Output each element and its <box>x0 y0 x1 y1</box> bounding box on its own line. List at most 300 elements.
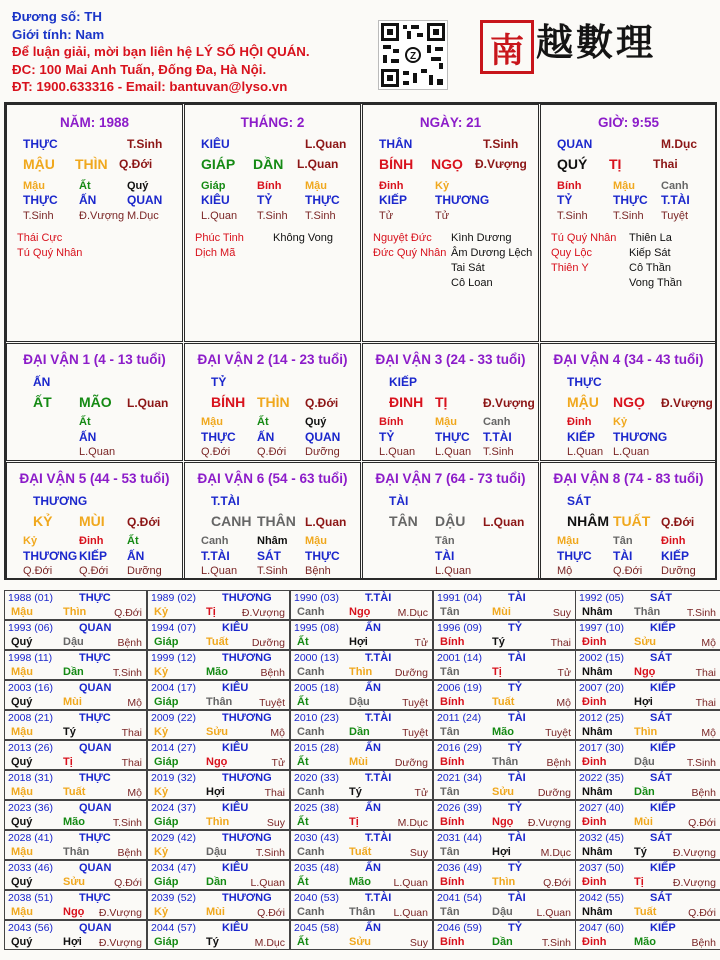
year-label: 2038 (51) <box>8 892 53 904</box>
year-stage: T.Sinh <box>112 817 142 829</box>
year-branch: Thìn <box>349 666 373 678</box>
year-stage: Suy <box>409 937 428 949</box>
pillar-branch: NGỌ <box>431 156 463 172</box>
year-cell[interactable] <box>575 740 720 770</box>
luck-hidden-stem: Kỷ <box>23 535 38 547</box>
year-branch: Thân <box>349 906 376 918</box>
year-god: KIẾP <box>650 622 676 634</box>
hidden-stage: T.Sinh <box>23 210 54 222</box>
year-cell[interactable] <box>4 650 147 680</box>
pillar-branch: DẦN <box>253 156 284 172</box>
year-stage: Bệnh <box>691 937 716 949</box>
year-stem: Ất <box>297 936 309 948</box>
year-cell[interactable] <box>433 830 576 860</box>
year-cell[interactable] <box>290 800 433 830</box>
pillar-stem-god: KIÊU <box>201 137 230 151</box>
year-stage: Thai <box>121 757 142 769</box>
year-stem: Canh <box>297 906 325 918</box>
year-label: 1992 (05) <box>579 592 624 604</box>
year-stage: Dưỡng <box>394 667 428 679</box>
year-god: KIẾP <box>650 802 676 814</box>
year-branch: Thân <box>206 696 233 708</box>
luck-hidden-god: KIẾP <box>567 430 596 444</box>
luck-pillar-1 <box>6 343 183 461</box>
year-branch: Tị <box>206 606 216 618</box>
year-label: 2018 (31) <box>8 772 53 784</box>
year-stage: Suy <box>409 847 428 859</box>
year-cell[interactable] <box>575 770 720 800</box>
year-stem: Canh <box>297 786 325 798</box>
luck-stem: MẬU <box>567 394 599 410</box>
year-stage: Q.Đới <box>688 817 716 829</box>
luck-hidden-stage: Dưỡng <box>661 565 696 577</box>
year-cell[interactable] <box>433 860 576 890</box>
pillar-branch-stage: Thai <box>653 157 678 171</box>
year-stem: Giáp <box>154 816 179 828</box>
luck-stage: L.Quan <box>483 515 525 529</box>
luck-title: ĐẠI VẬN 5 (44 - 53 tuổi) <box>19 471 170 486</box>
year-label: 1996 (09) <box>437 622 482 634</box>
year-stage: Suy <box>266 817 285 829</box>
year-stem: Ất <box>297 876 309 888</box>
year-branch: Thân <box>492 756 519 768</box>
year-stem: Nhâm <box>582 726 613 738</box>
luck-stem: ẤT <box>33 394 52 410</box>
year-stage: Tuyệt <box>259 697 285 709</box>
year-stage: Q.Đới <box>114 877 142 889</box>
year-label: 2005 (18) <box>294 682 339 694</box>
year-stage: T.Sinh <box>255 847 285 859</box>
year-god: KIẾP <box>650 742 676 754</box>
year-label: 2029 (42) <box>151 832 196 844</box>
year-god: TÀI <box>508 892 526 904</box>
year-god: SÁT <box>650 712 672 724</box>
year-branch: Dậu <box>634 756 655 768</box>
hidden-god: KIÊU <box>201 193 230 207</box>
year-branch: Tý <box>634 846 647 858</box>
luck-hidden-stage: L.Quan <box>435 446 472 458</box>
brand-logo: 越數理 <box>536 20 656 64</box>
year-cell[interactable] <box>147 800 290 830</box>
luck-hidden-stem: Đinh <box>661 535 686 547</box>
year-stage: Thai <box>121 727 142 739</box>
year-branch: Thân <box>634 606 661 618</box>
year-label: 1991 (04) <box>437 592 482 604</box>
luck-stage: Đ.Vượng <box>483 396 535 410</box>
year-cell[interactable] <box>290 710 433 740</box>
year-branch: Hợi <box>206 786 225 798</box>
luck-title: ĐẠI VẬN 8 (74 - 83 tuổi) <box>553 471 704 486</box>
year-stem: Giáp <box>154 876 179 888</box>
pillar-stem-god: QUAN <box>557 137 593 151</box>
luck-hidden-god: THƯƠNG <box>613 430 668 444</box>
year-cell[interactable] <box>4 620 147 650</box>
luck-hidden-stem: Canh <box>483 416 511 428</box>
year-stem: Nhâm <box>582 906 613 918</box>
year-stage: Đ.Vượng <box>98 937 142 949</box>
year-stem: Kỷ <box>154 606 169 618</box>
year-stage: Q.Đới <box>257 907 285 919</box>
year-cell[interactable] <box>433 740 576 770</box>
year-stem: Canh <box>297 666 325 678</box>
year-cell[interactable] <box>290 650 433 680</box>
luck-hidden-stage: Q.Đới <box>201 446 231 458</box>
star-left: Tú Quý Nhân <box>17 247 83 259</box>
gioi-tinh: Giới tính: Nam <box>12 26 105 42</box>
year-cell[interactable] <box>4 590 147 620</box>
year-cell[interactable] <box>433 920 576 950</box>
luck-hidden-god: THƯƠNG <box>23 549 78 563</box>
year-god: KIÊU <box>222 682 249 694</box>
luck-hidden-stem: Tân <box>613 535 633 547</box>
year-cell[interactable] <box>147 920 290 950</box>
year-stem: Tân <box>440 726 460 738</box>
year-stem: Đinh <box>582 696 607 708</box>
year-branch: Tị <box>63 756 73 768</box>
hidden-stem: Canh <box>661 180 689 192</box>
pillar-box-2 <box>184 104 361 342</box>
year-stage: Q.Đới <box>543 877 571 889</box>
year-cell[interactable] <box>575 860 720 890</box>
year-branch: Mão <box>634 936 656 948</box>
year-stage: Đ.Vượng <box>527 817 571 829</box>
year-god: TÀI <box>508 592 526 604</box>
year-label: 2045 (58) <box>294 922 339 934</box>
year-branch: Ngọ <box>349 606 371 618</box>
year-stage: Mộ <box>127 697 142 709</box>
luck-hidden-stage: L.Quan <box>435 565 472 577</box>
year-stem: Kỷ <box>154 726 169 738</box>
luck-hidden-god: ẤN <box>257 430 275 444</box>
year-cell[interactable] <box>147 650 290 680</box>
year-stage: M.Dục <box>254 937 285 949</box>
year-branch: Sửu <box>634 636 657 648</box>
luck-stem: NHÂM <box>567 513 609 529</box>
year-cell[interactable] <box>433 710 576 740</box>
year-god: TỶ <box>508 622 523 634</box>
year-cell[interactable] <box>4 920 147 950</box>
pillar-stem-stage: L.Quan <box>305 137 347 151</box>
pillar-stem-stage: T.Sinh <box>127 137 163 151</box>
year-label: 2013 (26) <box>8 742 53 754</box>
year-branch: Hợi <box>349 636 368 648</box>
year-stage: Tuyệt <box>545 727 571 739</box>
year-god: QUAN <box>79 922 112 934</box>
year-stem: Mậu <box>11 606 33 618</box>
year-god: ẤN <box>365 862 381 874</box>
luck-stage: L.Quan <box>305 515 347 529</box>
year-stem: Canh <box>297 726 325 738</box>
year-branch: Dần <box>63 666 84 678</box>
year-cell[interactable] <box>147 860 290 890</box>
hidden-stage: M.Dục <box>127 210 159 222</box>
pillar-box-3 <box>362 104 539 342</box>
year-god: SÁT <box>650 592 672 604</box>
year-label: 2036 (49) <box>437 862 482 874</box>
year-god: ẤN <box>365 742 381 754</box>
year-cell[interactable] <box>147 680 290 710</box>
year-label: 2008 (21) <box>8 712 53 724</box>
luck-hidden-god: SÁT <box>257 549 281 563</box>
year-cell[interactable] <box>575 800 720 830</box>
year-cell[interactable] <box>290 620 433 650</box>
luck-hidden-god: ẤN <box>127 549 145 563</box>
year-stem: Kỷ <box>154 846 169 858</box>
pillar-title: NGÀY: 21 <box>419 115 482 130</box>
year-stage: Suy <box>552 607 571 619</box>
year-stage: M.Dục <box>540 847 571 859</box>
year-cell[interactable] <box>147 740 290 770</box>
year-stem: Kỷ <box>154 786 169 798</box>
year-cell[interactable] <box>147 890 290 920</box>
year-god: ẤN <box>365 622 381 634</box>
qr-code[interactable] <box>378 20 448 90</box>
year-stage: Mộ <box>270 727 285 739</box>
year-cell[interactable] <box>4 860 147 890</box>
year-god: QUAN <box>79 802 112 814</box>
year-stage: Q.Đới <box>114 607 142 619</box>
year-label: 2017 (30) <box>579 742 624 754</box>
luck-stem: CANH <box>211 513 252 529</box>
year-god: SÁT <box>650 892 672 904</box>
year-god: KIẾP <box>650 682 676 694</box>
year-god: T.TÀI <box>365 832 392 844</box>
year-stage: Mộ <box>701 637 716 649</box>
year-label: 1998 (11) <box>8 652 53 664</box>
address-line: ĐC: 100 Mai Anh Tuấn, Đống Đa, Hà Nội. <box>12 61 267 77</box>
pillar-branch: THÌN <box>75 156 108 172</box>
year-branch: Mùi <box>63 696 82 708</box>
luck-hidden-god: QUAN <box>305 430 341 444</box>
hidden-god: TỶ <box>257 193 273 207</box>
year-cell[interactable] <box>290 740 433 770</box>
year-branch: Mùi <box>349 756 368 768</box>
pillar-stem: BÍNH <box>379 156 414 172</box>
year-cell[interactable] <box>433 800 576 830</box>
luck-hidden-stage: Dưỡng <box>305 446 340 458</box>
contact-line-1: Để luận giải, mời bạn liên hệ LÝ SỐ HỘI QUÁN. <box>12 44 310 59</box>
luck-hidden-stage: L.Quan <box>613 446 650 458</box>
year-god: THỰC <box>79 592 111 604</box>
year-stage: M.Dục <box>397 607 428 619</box>
year-stem: Canh <box>297 846 325 858</box>
hidden-stem: Bính <box>257 180 282 192</box>
year-god: TỶ <box>508 742 523 754</box>
year-label: 2001 (14) <box>437 652 482 664</box>
year-cell[interactable] <box>575 590 720 620</box>
year-cell[interactable] <box>147 830 290 860</box>
pillar-branch-stage: Đ.Vượng <box>475 157 527 171</box>
year-cell[interactable] <box>433 770 576 800</box>
year-god: KIÊU <box>222 862 249 874</box>
year-cell[interactable] <box>575 890 720 920</box>
year-stem: Nhâm <box>582 846 613 858</box>
luck-hidden-stem: Đinh <box>79 535 104 547</box>
year-cell[interactable] <box>4 740 147 770</box>
year-stage: L.Quan <box>393 877 428 889</box>
luck-hidden-god: KIẾP <box>661 549 690 563</box>
luck-branch: TUẤT <box>613 513 651 529</box>
year-stage: Thai <box>695 667 716 679</box>
luck-branch: TỊ <box>435 394 448 410</box>
luck-stem: KỶ <box>33 513 53 529</box>
year-cell[interactable] <box>147 710 290 740</box>
luck-hidden-stage: Q.Đới <box>23 565 53 577</box>
year-cell[interactable] <box>290 830 433 860</box>
year-label: 2024 (37) <box>151 802 196 814</box>
year-branch: Mão <box>492 726 514 738</box>
pillar-branch-stage: L.Quan <box>297 157 339 171</box>
year-cell[interactable] <box>575 680 720 710</box>
year-branch: Sửu <box>349 936 372 948</box>
pillar-branch-stage: Q.Đới <box>119 157 153 171</box>
hidden-stage: T.Sinh <box>613 210 644 222</box>
year-stage: Tử <box>414 637 428 649</box>
pillar-stem: GIÁP <box>201 156 236 172</box>
year-label: 2025 (38) <box>294 802 339 814</box>
year-cell[interactable] <box>4 800 147 830</box>
luck-god: SÁT <box>567 494 591 508</box>
year-label: 2006 (19) <box>437 682 482 694</box>
year-stem: Bính <box>440 936 465 948</box>
luck-hidden-stage: Q.Đới <box>79 565 109 577</box>
year-stage: Đ.Vượng <box>98 907 142 919</box>
year-cell[interactable] <box>290 860 433 890</box>
hidden-stem: Đinh <box>379 180 404 192</box>
luck-hidden-stage: L.Quan <box>79 446 116 458</box>
year-god: THỰC <box>79 652 111 664</box>
luck-hidden-stem: Đinh <box>567 416 592 428</box>
luck-hidden-stage: Dưỡng <box>127 565 162 577</box>
year-cell[interactable] <box>575 650 720 680</box>
year-cell[interactable] <box>290 590 433 620</box>
luck-god: TỶ <box>211 375 227 389</box>
year-stem: Giáp <box>154 636 179 648</box>
year-god: T.TÀI <box>365 772 392 784</box>
star-right: Tai Sát <box>451 262 485 274</box>
year-stage: Tuyệt <box>402 727 428 739</box>
year-god: THỰC <box>79 712 111 724</box>
year-stage: Bệnh <box>260 667 285 679</box>
year-cell[interactable] <box>147 590 290 620</box>
luck-hidden-stem: Mậu <box>305 535 327 547</box>
year-cell[interactable] <box>575 920 720 950</box>
year-god: T.TÀI <box>365 892 392 904</box>
hidden-stage: L.Quan <box>201 210 238 222</box>
year-cell[interactable] <box>4 770 147 800</box>
year-cell[interactable] <box>290 680 433 710</box>
year-cell[interactable] <box>147 770 290 800</box>
luck-pillar-2 <box>184 343 361 461</box>
year-label: 2047 (60) <box>579 922 624 934</box>
year-cell[interactable] <box>290 890 433 920</box>
year-label: 2020 (33) <box>294 772 339 784</box>
star-right: Không Vong <box>273 232 333 244</box>
year-branch: Sửu <box>206 726 229 738</box>
year-cell[interactable] <box>290 770 433 800</box>
year-label: 1994 (07) <box>151 622 196 634</box>
year-god: TÀI <box>508 772 526 784</box>
hidden-god: KIẾP <box>379 193 408 207</box>
luck-stage: Q.Đới <box>127 515 161 529</box>
year-stem: Đinh <box>582 876 607 888</box>
year-cell[interactable] <box>4 830 147 860</box>
luck-hidden-god: THỰC <box>557 549 592 563</box>
year-stage: Tuyệt <box>402 697 428 709</box>
year-cell[interactable] <box>4 680 147 710</box>
year-stage: Dưỡng <box>537 787 571 799</box>
year-cell[interactable] <box>575 710 720 740</box>
year-branch: Hợi <box>634 696 653 708</box>
hidden-stage: Tử <box>379 210 394 222</box>
year-label: 2043 (56) <box>8 922 53 934</box>
year-stem: Giáp <box>154 756 179 768</box>
year-cell[interactable] <box>433 680 576 710</box>
star-left: Phúc Tinh <box>195 232 244 244</box>
year-stem: Canh <box>297 606 325 618</box>
hidden-stem: Quý <box>127 180 149 192</box>
year-branch: Tuất <box>634 906 657 918</box>
year-cell[interactable] <box>290 920 433 950</box>
year-cell[interactable] <box>147 620 290 650</box>
luck-hidden-stage: Q.Đới <box>613 565 643 577</box>
luck-hidden-god: ẤN <box>79 430 97 444</box>
luck-hidden-god: THỰC <box>435 430 470 444</box>
year-cell[interactable] <box>433 650 576 680</box>
year-branch: Sửu <box>63 876 86 888</box>
luck-hidden-stage: L.Quan <box>201 565 238 577</box>
year-branch: Mùi <box>634 816 653 828</box>
year-label: 1995 (08) <box>294 622 339 634</box>
year-cell[interactable] <box>4 890 147 920</box>
luck-hidden-stem: Kỷ <box>613 416 628 428</box>
year-cell[interactable] <box>575 830 720 860</box>
luck-stage: Q.Đới <box>661 515 695 529</box>
year-god: TÀI <box>508 832 526 844</box>
star-left: Tú Quý Nhân <box>551 232 617 244</box>
year-stem: Ất <box>297 696 309 708</box>
year-cell[interactable] <box>4 710 147 740</box>
year-stem: Đinh <box>582 636 607 648</box>
year-label: 2000 (13) <box>294 652 339 664</box>
year-label: 1988 (01) <box>8 592 53 604</box>
hidden-stage: Đ.Vượng <box>79 210 125 222</box>
year-label: 2009 (22) <box>151 712 196 724</box>
year-cell[interactable] <box>433 590 576 620</box>
year-stage: Tử <box>271 757 285 769</box>
year-cell[interactable] <box>433 620 576 650</box>
year-stage: Bệnh <box>117 847 142 859</box>
hidden-god: QUAN <box>127 193 163 207</box>
luck-title: ĐẠI VẬN 1 (4 - 13 tuổi) <box>23 352 166 367</box>
year-label: 2041 (54) <box>437 892 482 904</box>
star-left: Thái Cực <box>17 232 63 244</box>
year-label: 2039 (52) <box>151 892 196 904</box>
year-cell[interactable] <box>433 890 576 920</box>
year-cell[interactable] <box>575 620 720 650</box>
star-right: Âm Dương Lệch <box>451 247 533 259</box>
pillar-title: NĂM: 1988 <box>59 115 130 130</box>
luck-stem: ĐINH <box>389 394 424 410</box>
year-god: T.TÀI <box>365 712 392 724</box>
year-stage: Thai <box>264 787 285 799</box>
year-branch: Tuất <box>349 846 372 858</box>
year-branch: Thìn <box>634 726 658 738</box>
year-label: 1989 (02) <box>151 592 196 604</box>
year-label: 2026 (39) <box>437 802 482 814</box>
year-stage: Bệnh <box>546 757 571 769</box>
year-stem: Ất <box>297 816 309 828</box>
